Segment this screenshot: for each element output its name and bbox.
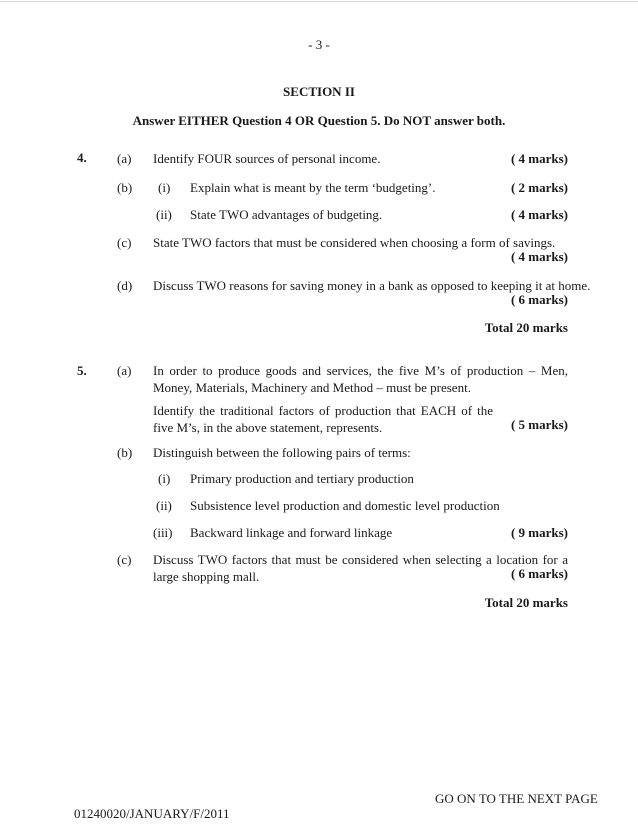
- question-5-number: 5.: [77, 363, 87, 378]
- q5a-task: Identify the traditional factors of production that EACH of the five M’s, in the above statement, represents.: [153, 403, 493, 435]
- q5b-text: Distinguish between the following pairs of terms:: [153, 445, 411, 460]
- q5-total: Total 20 marks: [484, 595, 568, 610]
- q4b-ii-marks: ( 4 marks): [510, 207, 568, 222]
- q5a-intro: In order to produce goods and services, the five M’s of production – Men, Money, Materials, Machinery and Method – must be present.: [153, 363, 568, 395]
- q5c-text: Discuss TWO factors that must be considered when selecting a location for a large shopping mall.: [153, 552, 568, 584]
- q5b-iii-label: (iii): [153, 525, 173, 540]
- scan-edge-line: [0, 1, 638, 2]
- q4a-label: (a): [117, 151, 132, 166]
- q5b-i-label: (i): [158, 471, 171, 486]
- q5b-label: (b): [117, 445, 133, 460]
- q4d-text: Discuss TWO reasons for saving money in a bank as opposed to keeping it at home.: [153, 278, 591, 293]
- q4c-text: State TWO factors that must be considered when choosing a form of savings.: [153, 235, 556, 250]
- q5b-iii-text: Backward linkage and forward linkage: [190, 525, 393, 540]
- q4d-marks: ( 6 marks): [510, 292, 568, 307]
- page-number: - 3 -: [308, 37, 330, 52]
- footer-next-page: GO ON TO THE NEXT PAGE: [435, 791, 598, 806]
- footer-paper-code: 01240020/JANUARY/F/2011: [74, 806, 230, 821]
- q5b-ii-text: Subsistence level production and domestic level production: [190, 498, 500, 513]
- instruction: Answer EITHER Question 4 OR Question 5. Do NOT answer both.: [132, 113, 506, 128]
- q4-total: Total 20 marks: [484, 320, 568, 335]
- q5b-ii-label: (ii): [156, 498, 172, 513]
- q4c-marks: ( 4 marks): [510, 249, 568, 264]
- q4b-ii-text: State TWO advantages of budgeting.: [190, 207, 383, 222]
- q4c-label: (c): [117, 235, 132, 250]
- q5c-marks: ( 6 marks): [510, 566, 568, 581]
- q5a-marks: ( 5 marks): [510, 417, 568, 432]
- q4b-i-marks: ( 2 marks): [510, 180, 568, 195]
- q5a-label: (a): [117, 363, 132, 378]
- q5b-iii-marks: ( 9 marks): [510, 525, 568, 540]
- q4a-text: Identify FOUR sources of personal income.: [153, 151, 381, 166]
- section-title: SECTION II: [283, 84, 355, 99]
- q4b-label: (b): [117, 180, 133, 195]
- q5b-i-text: Primary production and tertiary production: [190, 471, 414, 486]
- q4b-ii-label: (ii): [156, 207, 172, 222]
- q4d-label: (d): [117, 278, 133, 293]
- question-4-number: 4.: [77, 150, 87, 165]
- q4b-i-text: Explain what is meant by the term ‘budgeting’.: [190, 180, 436, 195]
- q4b-i-label: (i): [158, 180, 171, 195]
- q4a-marks: ( 4 marks): [510, 151, 568, 166]
- q5c-label: (c): [117, 552, 132, 567]
